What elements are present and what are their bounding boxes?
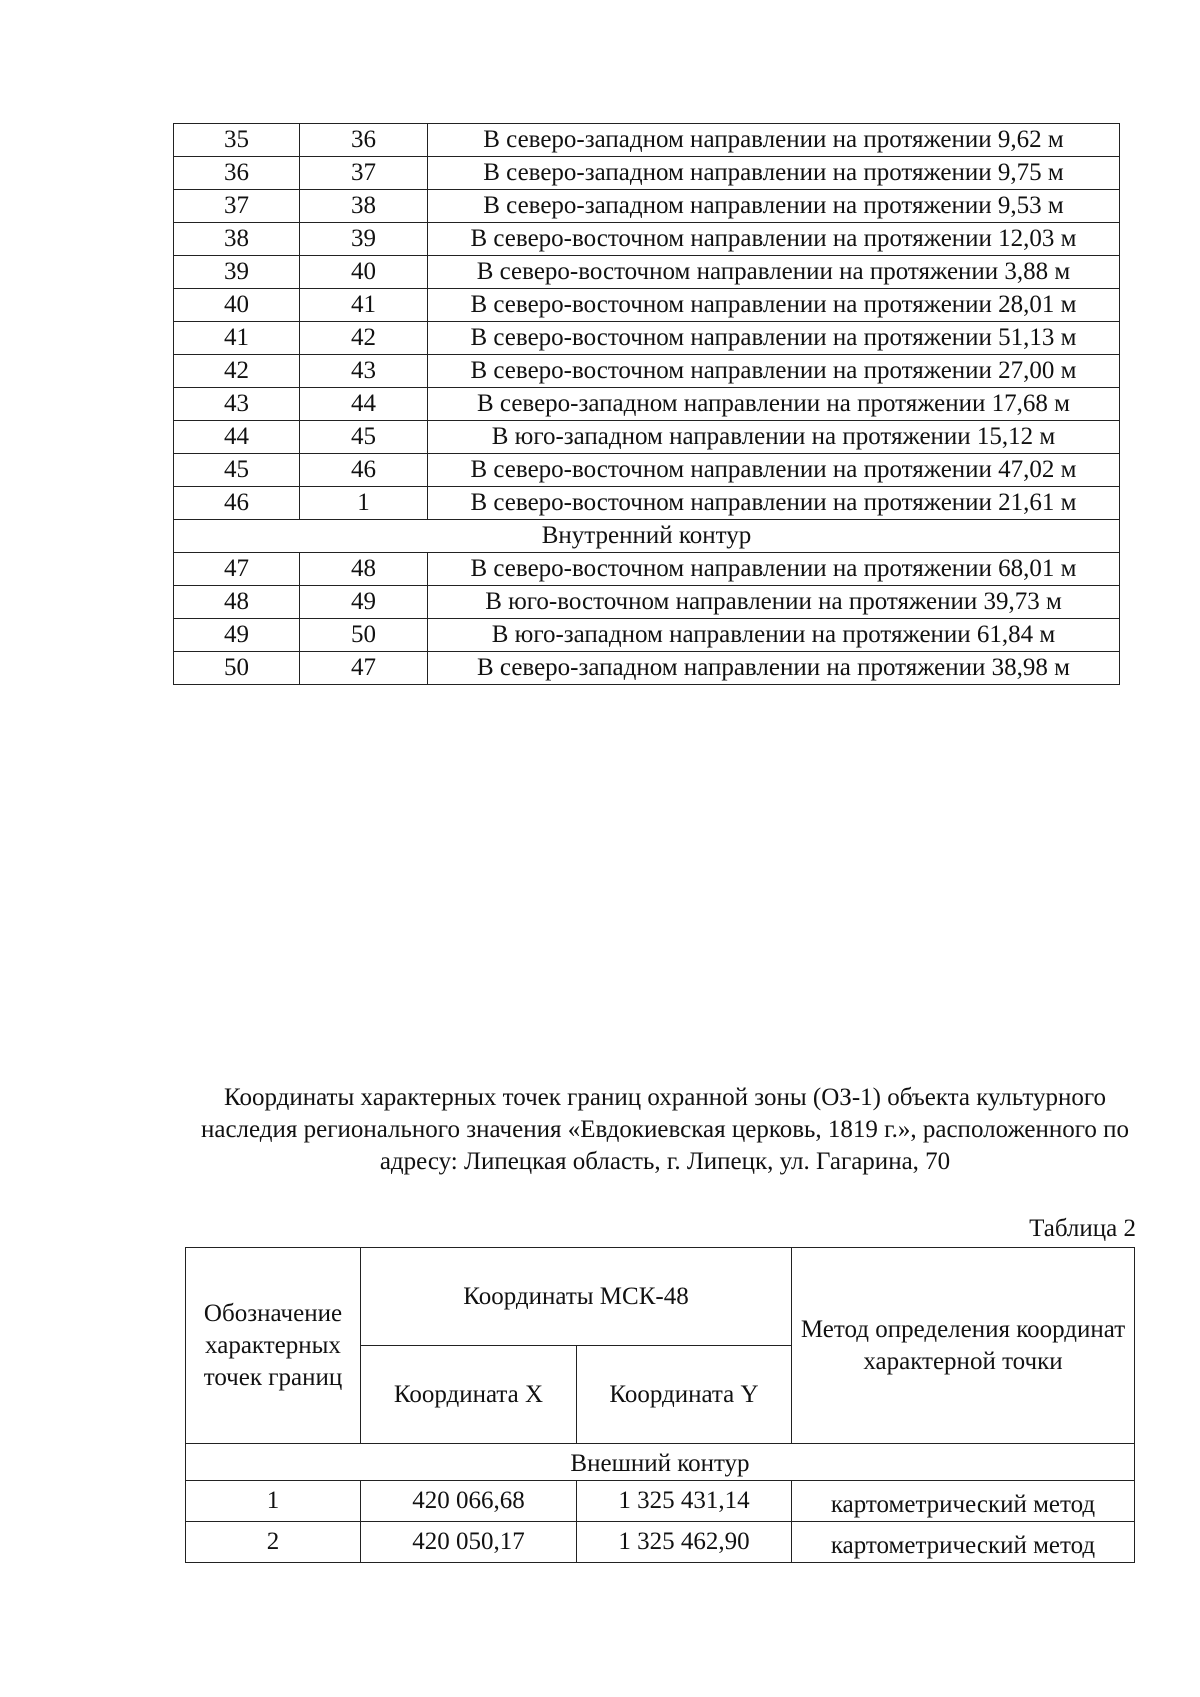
point-from: 48 xyxy=(174,586,300,619)
point-from: 50 xyxy=(174,652,300,685)
point-from: 42 xyxy=(174,355,300,388)
point-from: 35 xyxy=(174,124,300,157)
point-from: 46 xyxy=(174,487,300,520)
point-to: 50 xyxy=(300,619,428,652)
segment-description: В юго-западном направлении на протяжении 61,84 м xyxy=(428,619,1120,652)
point-from: 36 xyxy=(174,157,300,190)
table-row xyxy=(174,355,1120,388)
table-row xyxy=(174,652,1120,685)
table-row xyxy=(186,1481,1135,1522)
coord-x: 420 050,17 xyxy=(361,1522,577,1563)
point-to: 43 xyxy=(300,355,428,388)
point-to: 39 xyxy=(300,223,428,256)
col-coords-header: Координаты МСК-48 xyxy=(361,1248,792,1346)
point-to: 48 xyxy=(300,553,428,586)
table-row xyxy=(174,421,1120,454)
point-to: 49 xyxy=(300,586,428,619)
point-to: 1 xyxy=(300,487,428,520)
point-from: 39 xyxy=(174,256,300,289)
point-from: 37 xyxy=(174,190,300,223)
table-row xyxy=(174,586,1120,619)
method: картометрический метод xyxy=(792,1522,1135,1563)
segment-description: В юго-восточном направлении на протяжении 39,73 м xyxy=(428,586,1120,619)
point-to: 41 xyxy=(300,289,428,322)
point-from: 49 xyxy=(174,619,300,652)
point-to: 40 xyxy=(300,256,428,289)
point-to: 42 xyxy=(300,322,428,355)
table-row xyxy=(174,322,1120,355)
segment-description: В северо-западном направлении на протяжении 17,68 м xyxy=(428,388,1120,421)
table-row xyxy=(174,388,1120,421)
point-from: 44 xyxy=(174,421,300,454)
point-from: 41 xyxy=(174,322,300,355)
segment-description: В северо-восточном направлении на протяжении 27,00 м xyxy=(428,355,1120,388)
col-method-header: Метод определения координат характерной точки xyxy=(792,1248,1135,1444)
table-row xyxy=(174,619,1120,652)
table-row xyxy=(174,454,1120,487)
table-row xyxy=(174,157,1120,190)
table-row xyxy=(174,487,1120,520)
coord-x: 420 066,68 xyxy=(361,1481,577,1522)
coord-y: 1 325 462,90 xyxy=(577,1522,792,1563)
segment-description: В северо-восточном направлении на протяжении 28,01 м xyxy=(428,289,1120,322)
coordinates-table xyxy=(185,1247,1135,1563)
coord-y: 1 325 431,14 xyxy=(577,1481,792,1522)
segment-description: В северо-восточном направлении на протяжении 12,03 м xyxy=(428,223,1120,256)
col-designation-header: Обозначение характерных точек границ xyxy=(186,1248,361,1444)
point-to: 37 xyxy=(300,157,428,190)
table-row xyxy=(186,1522,1135,1563)
point-from: 38 xyxy=(174,223,300,256)
table-row xyxy=(174,190,1120,223)
segment-description: В юго-западном направлении на протяжении 15,12 м xyxy=(428,421,1120,454)
point-to: 45 xyxy=(300,421,428,454)
table-row xyxy=(174,289,1120,322)
segment-description: В северо-западном направлении на протяжении 9,62 м xyxy=(428,124,1120,157)
table2-heading: Координаты характерных точек границ охранной зоны (ОЗ-1) объекта культурного наследия регионального значения «Евдокиевская церковь, 1819 г.», расположенного по адресу: Липецкая область, г. Липецк, ул. Гагарина, 70 xyxy=(200,1084,1130,1175)
segment-description: В северо-восточном направлении на протяжении 51,13 м xyxy=(428,322,1120,355)
segment-description: В северо-восточном направлении на протяжении 21,61 м xyxy=(428,487,1120,520)
point-to: 47 xyxy=(300,652,428,685)
point-to: 44 xyxy=(300,388,428,421)
point-id: 1 xyxy=(186,1481,361,1522)
segment-description: В северо-восточном направлении на протяжении 3,88 м xyxy=(428,256,1120,289)
segment-description: В северо-западном направлении на протяжении 9,53 м xyxy=(428,190,1120,223)
segment-description: В северо-восточном направлении на протяжении 68,01 м xyxy=(428,553,1120,586)
point-from: 43 xyxy=(174,388,300,421)
point-to: 38 xyxy=(300,190,428,223)
segment-description: В северо-западном направлении на протяжении 9,75 м xyxy=(428,157,1120,190)
section-row-inner xyxy=(174,520,1120,553)
table-row xyxy=(174,553,1120,586)
segment-description: В северо-западном направлении на протяжении 38,98 м xyxy=(428,652,1120,685)
point-from: 45 xyxy=(174,454,300,487)
point-to: 36 xyxy=(300,124,428,157)
point-id: 2 xyxy=(186,1522,361,1563)
col-y-header: Координата Y xyxy=(577,1346,792,1444)
table-row xyxy=(174,256,1120,289)
section-label: Внутренний контур xyxy=(174,520,1120,553)
table-row xyxy=(174,124,1120,157)
point-from: 47 xyxy=(174,553,300,586)
section-label: Внешний контур xyxy=(186,1444,1135,1481)
point-to: 46 xyxy=(300,454,428,487)
segment-description: В северо-восточном направлении на протяжении 47,02 м xyxy=(428,454,1120,487)
table2-label: Таблица 2 xyxy=(1029,1215,1136,1242)
point-from: 40 xyxy=(174,289,300,322)
table-row xyxy=(174,223,1120,256)
segments-table xyxy=(173,123,1120,685)
method: картометрический метод xyxy=(792,1481,1135,1522)
col-x-header: Координата X xyxy=(361,1346,577,1444)
